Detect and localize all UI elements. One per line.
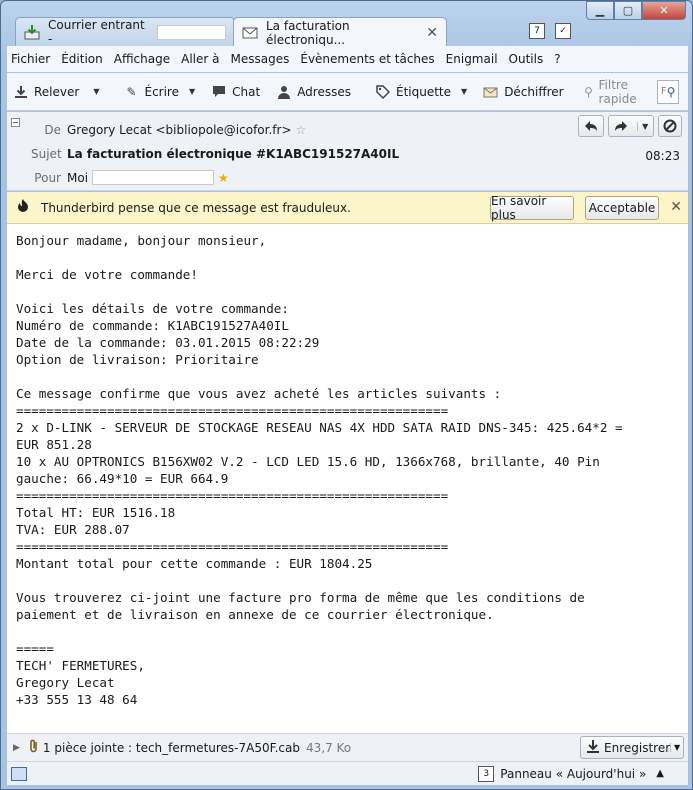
- flame-icon: [17, 199, 31, 216]
- subject-value: La facturation électronique #K1ABC191527A40IL: [67, 147, 400, 161]
- body-line: 10 x AU OPTRONICS B156XW02 V.2 - LCD LED 15.6 HD, 1366x768, brillante, 40 Pin: [16, 454, 600, 469]
- message-body: [7, 224, 688, 733]
- menu-aller[interactable]: Aller à: [181, 52, 220, 66]
- body-line: Date de la commande: 03.01.2015 08:22:29: [16, 335, 320, 350]
- body-line: Montant total pour cette commande : EUR 1804.25: [16, 556, 373, 571]
- tab-message-label: La facturation électroniqu...: [266, 18, 350, 47]
- body-line: Ce message confirme que vous avez acheté les articles suivants :: [16, 386, 502, 401]
- menu-outils[interactable]: Outils: [508, 52, 544, 66]
- menu-fichier[interactable]: Fichier: [11, 52, 51, 66]
- body-line: +33 555 13 48 64: [16, 692, 138, 707]
- adresses-label: Adresses: [297, 84, 351, 99]
- to-label: Pour: [34, 170, 61, 185]
- tab-inbox[interactable]: [15, 17, 235, 46]
- redacted-account: [157, 25, 226, 40]
- star-icon[interactable]: ★: [218, 170, 229, 185]
- body-line: Voici les détails de votre commande:: [16, 301, 289, 316]
- today-pane-label: Panneau « Aujourd'hui »: [500, 766, 647, 781]
- search-placeholder: F: [660, 86, 667, 97]
- decrypt-envelope-icon: [483, 84, 499, 100]
- forward-button[interactable]: [608, 115, 654, 137]
- relever-label: Relever: [34, 84, 80, 99]
- ecrire-label: Écrire: [144, 84, 179, 99]
- search-icon: ⚲: [666, 84, 676, 99]
- message-header: [7, 112, 688, 191]
- body-line: [16, 249, 679, 266]
- tab-strip: [7, 17, 527, 45]
- etiquette-button[interactable]: [375, 84, 467, 100]
- body-line: Option de livraison: Prioritaire: [16, 352, 259, 367]
- body-line: [16, 572, 679, 589]
- scam-message: Thunderbird pense que ce message est frauduleux.: [41, 200, 351, 215]
- network-status-icon[interactable]: [11, 767, 27, 781]
- body-line: Gregory Lecat: [16, 675, 115, 690]
- message-time: 08:23: [645, 149, 680, 163]
- chat-button[interactable]: [211, 84, 260, 100]
- header-actions: [578, 115, 682, 137]
- body-line: TVA: EUR 288.07: [16, 522, 130, 537]
- junk-button[interactable]: [658, 115, 682, 137]
- body-line: =====: [16, 641, 54, 656]
- chevron-down-icon: ▼: [93, 87, 100, 96]
- dechiffrer-button[interactable]: [483, 84, 563, 100]
- body-line: =========================================================: [16, 539, 449, 554]
- chat-label: Chat: [232, 84, 261, 99]
- junk-icon: [663, 119, 677, 133]
- body-line: 2 x D-LINK - SERVEUR DE STOCKAGE RESEAU NAS 4X HDD SATA RAID DNS-345: 425.64*2 =: [16, 420, 623, 435]
- menu-enigmail[interactable]: Enigmail: [445, 52, 498, 66]
- body-line: =========================================================: [16, 403, 449, 418]
- attachment-bar: [7, 733, 688, 761]
- envelope-icon: [242, 25, 258, 41]
- menu-messages[interactable]: Messages: [230, 52, 290, 66]
- inbox-download-icon: [24, 24, 40, 40]
- tag-icon: [375, 84, 391, 100]
- close-window-button[interactable]: ✕: [642, 1, 686, 20]
- scam-notification-bar: [7, 192, 688, 224]
- body-line: [16, 368, 679, 385]
- body-line: Numéro de commande: K1ABC191527A40IL: [16, 318, 289, 333]
- menu-evenements[interactable]: Évènements et tâches: [300, 52, 435, 66]
- redacted-recipient: [92, 170, 214, 185]
- star-icon[interactable]: ☆: [295, 123, 307, 137]
- close-icon[interactable]: ✕: [670, 199, 682, 215]
- pencil-icon: ✎: [126, 84, 137, 99]
- save-arrow-icon: [587, 740, 599, 756]
- filtre-rapide-label: Filtre rapide: [598, 77, 637, 106]
- tab-inbox-label: Courrier entrant -: [48, 18, 145, 46]
- forward-arrow-icon: [614, 120, 628, 132]
- attachment-size: 43,7 Ko: [305, 740, 352, 755]
- body-line: EUR 851.28: [16, 437, 92, 452]
- window-controls: [586, 1, 686, 20]
- to-value[interactable]: Moi: [67, 170, 89, 185]
- body-line: [16, 623, 679, 640]
- body-line: gauche: 66.49*10 = EUR 664.9: [16, 471, 229, 486]
- ecrire-button[interactable]: [123, 84, 195, 100]
- person-icon: [276, 84, 292, 100]
- body-line: paiement et de livraison en annexe de ce courrier électronique.: [16, 607, 494, 622]
- tab-message[interactable]: [233, 17, 447, 47]
- body-line: =========================================================: [16, 488, 449, 503]
- minimize-button[interactable]: ▁: [586, 1, 614, 20]
- body-line: Bonjour madame, bonjour monsieur,: [16, 233, 267, 248]
- search-filter-icon: ⚲: [584, 84, 593, 99]
- chevron-down-icon[interactable]: ▼: [670, 743, 683, 752]
- paperclip-icon: [28, 739, 40, 756]
- calendar-icon: 3: [478, 766, 494, 782]
- from-value[interactable]: Gregory Lecat <bibliopole@icofor.fr>: [67, 123, 292, 137]
- body-line: Total HT: EUR 1516.18: [16, 505, 176, 520]
- dechiffrer-label: Déchiffrer: [504, 84, 564, 99]
- subject-label: Sujet: [31, 147, 62, 161]
- status-bar: [7, 761, 688, 785]
- today-pane-toggle[interactable]: [478, 766, 664, 782]
- learn-more-button[interactable]: En savoir plus: [490, 196, 574, 220]
- download-icon: [13, 84, 29, 100]
- body-line: [16, 283, 679, 300]
- filtre-rapide-button[interactable]: [584, 78, 643, 106]
- tab-close-icon[interactable]: ✕: [426, 24, 438, 41]
- calendar-icon[interactable]: 7: [529, 23, 545, 39]
- relever-button[interactable]: [13, 84, 79, 100]
- menu-help[interactable]: ?: [554, 52, 561, 66]
- main-toolbar: [7, 73, 688, 111]
- maximize-button[interactable]: ▢: [614, 1, 642, 20]
- reply-arrow-icon: [584, 120, 598, 132]
- chevron-down-icon[interactable]: ▼: [188, 87, 196, 96]
- menu-affichage[interactable]: Affichage: [113, 52, 171, 66]
- tasks-icon[interactable]: ✓: [555, 23, 571, 39]
- save-attachment-button[interactable]: [580, 736, 684, 759]
- body-line: TECH' FERMETURES,: [16, 658, 145, 673]
- chevron-up-icon: ▲: [656, 768, 664, 779]
- menu-edition[interactable]: Édition: [61, 52, 103, 66]
- body-line: Vous trouverez ci-joint une facture pro forma de même que les conditions de: [16, 590, 585, 605]
- adresses-button[interactable]: [276, 84, 351, 100]
- chevron-down-icon: ▼: [637, 122, 648, 131]
- etiquette-label: Étiquette: [396, 84, 452, 99]
- relever-dropdown[interactable]: [83, 87, 99, 96]
- subject-row: [31, 147, 399, 161]
- collapse-header-icon[interactable]: −: [12, 118, 19, 127]
- acceptable-button[interactable]: Acceptable: [585, 196, 659, 220]
- chevron-right-icon[interactable]: ▶: [13, 742, 20, 753]
- to-row: [31, 170, 229, 185]
- reply-button[interactable]: [578, 115, 604, 137]
- save-label: Enregistrer: [604, 740, 671, 755]
- search-input[interactable]: [657, 80, 680, 104]
- menubar: [7, 46, 688, 72]
- chat-bubble-icon: [211, 84, 227, 100]
- attachment-label[interactable]: 1 pièce jointe : tech_fermetures-7A50F.cab: [42, 740, 300, 755]
- body-line: Merci de votre commande!: [16, 267, 198, 282]
- top-icons: [529, 23, 571, 39]
- from-row: [31, 123, 306, 137]
- from-label: De: [44, 123, 61, 137]
- chevron-down-icon[interactable]: ▼: [461, 87, 468, 96]
